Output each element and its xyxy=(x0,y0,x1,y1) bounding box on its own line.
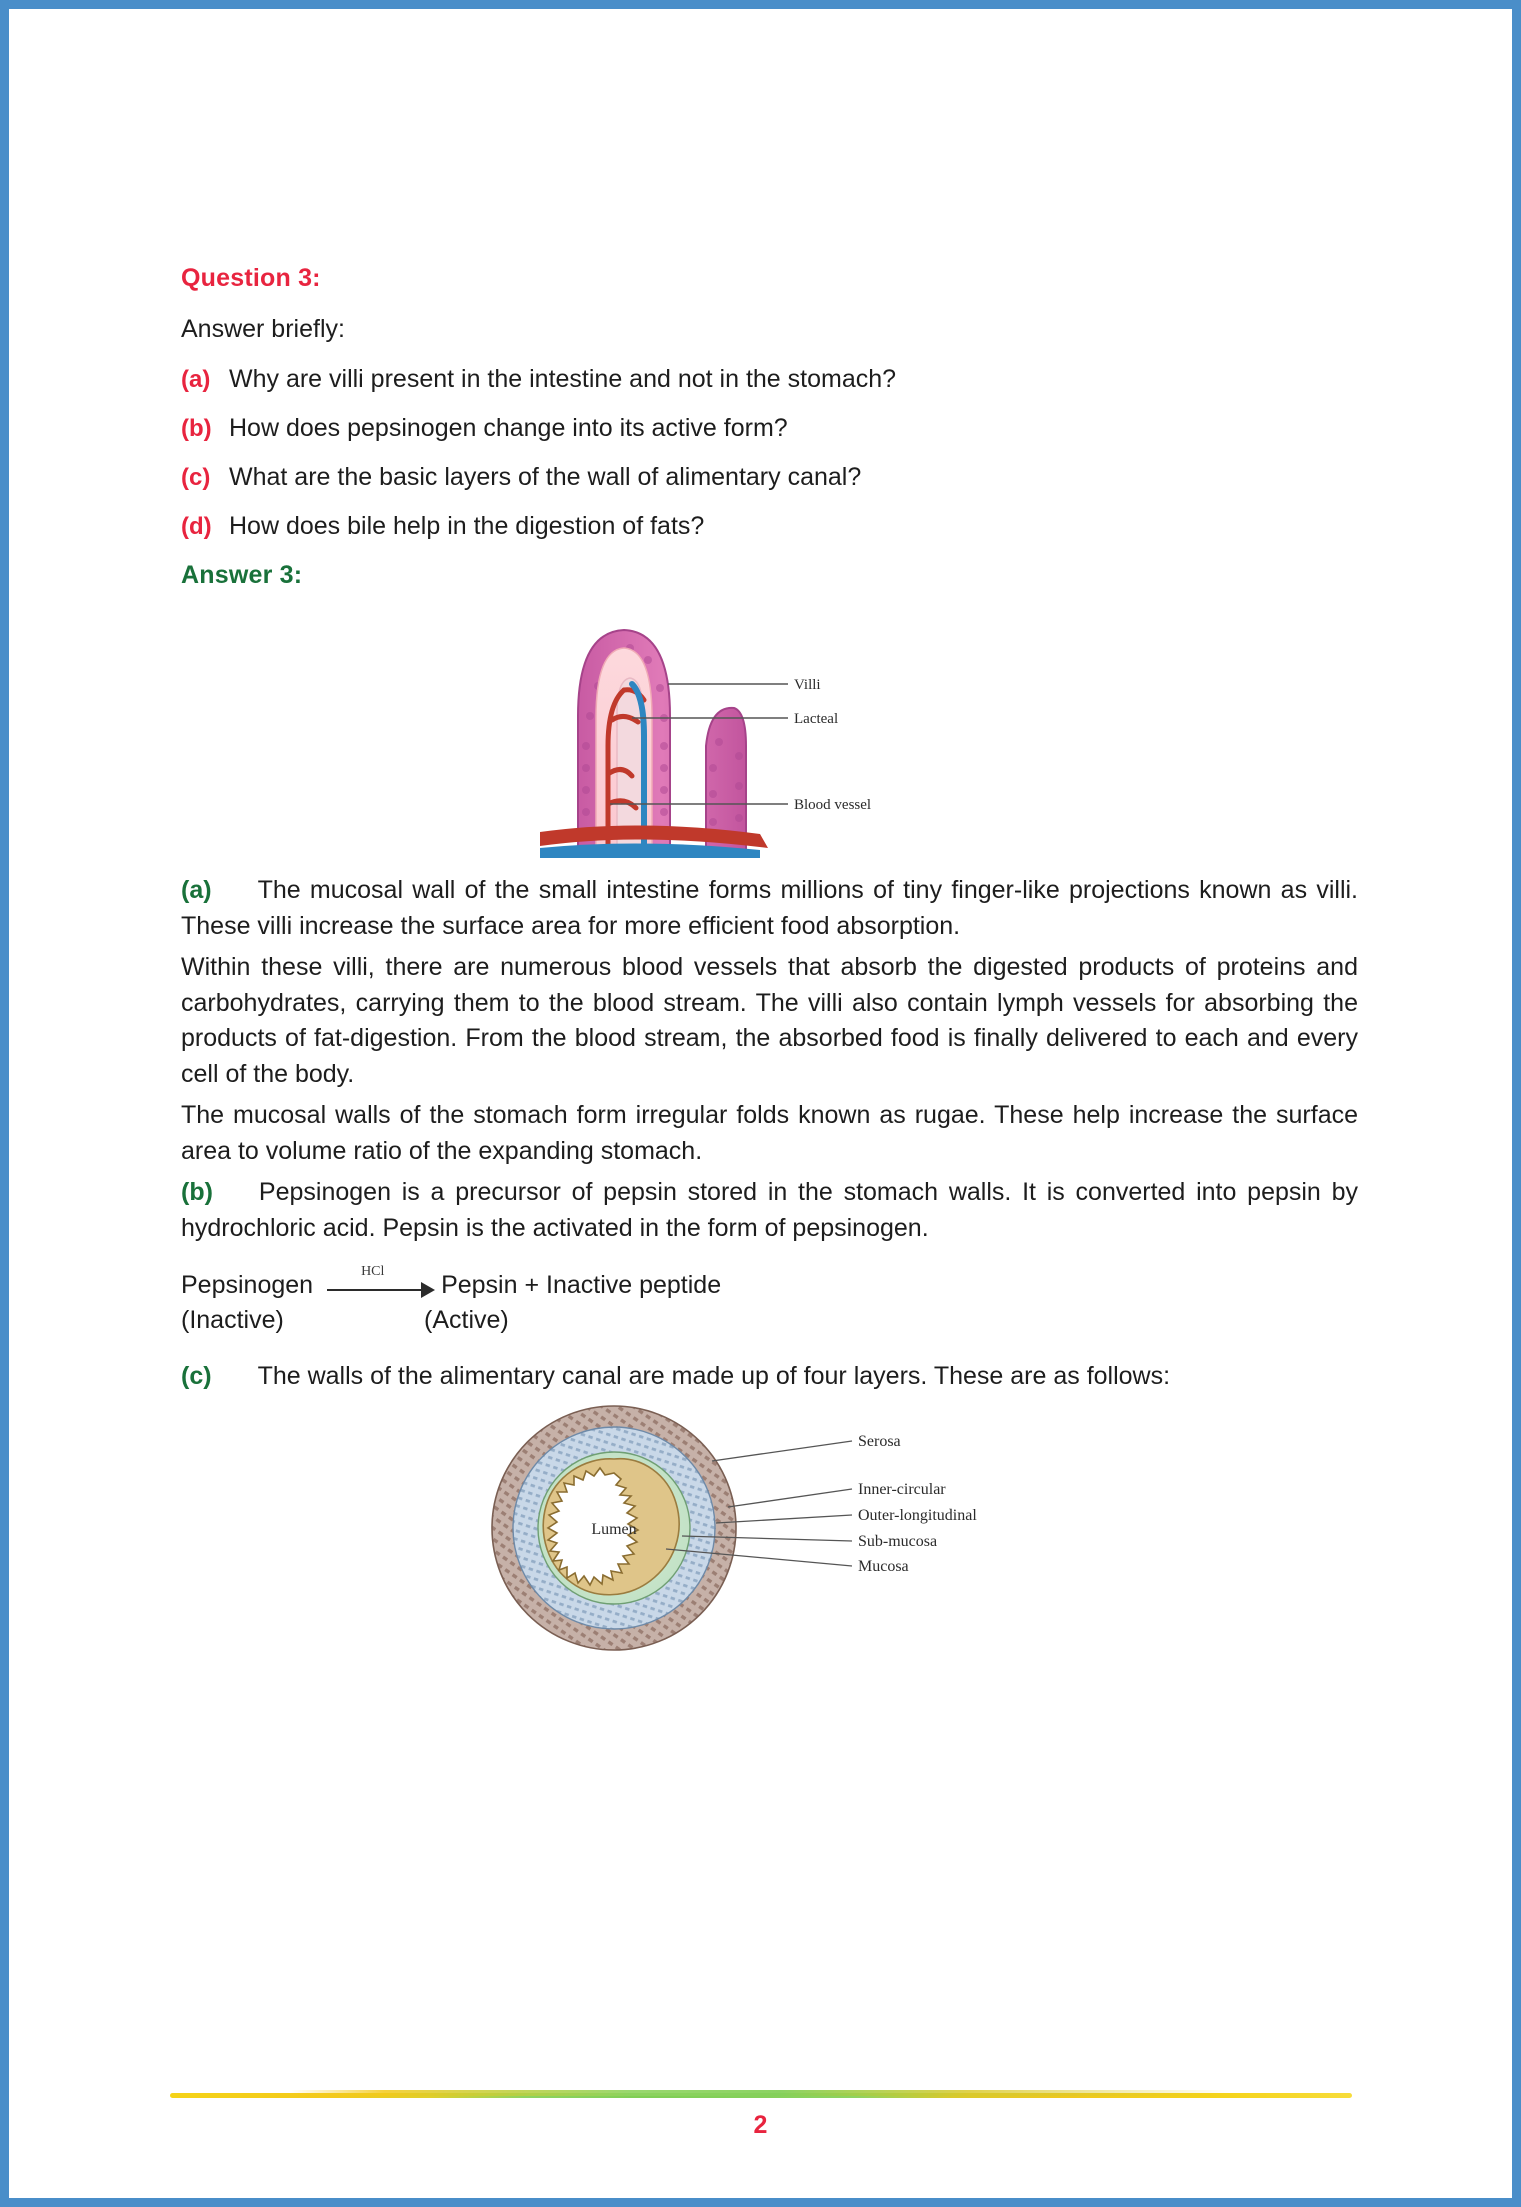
answer-a-text-1: The mucosal wall of the small intestine forms millions of tiny finger-like projections known as villi. These villi increase the surface area for more efficient food absorption. xyxy=(181,876,1358,940)
question-item-d xyxy=(181,512,1358,541)
reaction-row-states xyxy=(181,1303,1358,1338)
villi-labels xyxy=(794,677,871,813)
alimentary-canal-diagram xyxy=(181,1403,1358,1658)
answer-c-text-1: The walls of the alimentary canal are made up of four layers. These are as follows: xyxy=(257,1362,1171,1390)
question-item-a xyxy=(181,365,1358,394)
reaction-product-state: (Active) xyxy=(424,1305,509,1334)
label-serosa: Serosa xyxy=(857,1432,901,1450)
question-text-b: How does pepsinogen change into its active form? xyxy=(229,414,788,442)
label-lacteal: Lacteal xyxy=(793,711,838,727)
arrow-line xyxy=(327,1289,423,1291)
label-sub-mucosa: Sub-mucosa xyxy=(857,1532,937,1550)
footer-divider xyxy=(170,2089,1352,2101)
answer-a-paragraph-2: Within these villi, there are numerous blood vessels that absorb the digested products of proteins and carbohydrates, carrying them to the blood stream. The villi also contain lymph vessels for absorbing the products of fat-digestion. From the blood stream, the absorbed food is finally delivered to each and every cell of the body. xyxy=(181,953,1358,1088)
question-marker-d: (d) xyxy=(181,513,212,540)
label-villi: Villi xyxy=(793,677,821,693)
label-blood-vessel: Blood vessel xyxy=(793,797,871,813)
question-heading: Question 3: xyxy=(181,264,321,292)
question-marker-a: (a) xyxy=(181,366,211,393)
question-marker-b: (b) xyxy=(181,415,212,442)
villi-diagram xyxy=(181,596,1358,863)
question-text-d: How does bile help in the digestion of fats? xyxy=(229,512,705,540)
label-inner-circular: Inner-circular xyxy=(857,1480,946,1498)
answer-a-paragraph-3: The mucosal walls of the stomach form irregular folds known as rugae. These help increase the surface area to volume ratio of the expanding stomach. xyxy=(181,1101,1358,1165)
reaction-reactant: Pepsinogen xyxy=(181,1271,314,1299)
reaction-reactant-state: (Inactive) xyxy=(181,1305,284,1334)
reaction-row-main xyxy=(181,1264,1358,1303)
question-item-b xyxy=(181,414,1358,443)
alimentary-canal-svg xyxy=(490,1403,1050,1653)
answer-marker-c: (c) xyxy=(181,1362,212,1390)
question-text-a: Why are villi present in the intestine and not in the stomach? xyxy=(229,365,897,393)
answer-heading: Answer 3: xyxy=(181,561,303,589)
page-footer xyxy=(9,2089,1512,2140)
answer-a-paragraph-1 xyxy=(181,873,1358,944)
answer-marker-a: (a) xyxy=(181,876,212,904)
villi-diagram-svg xyxy=(520,596,1020,858)
question-text-c: What are the basic layers of the wall of alimentary canal? xyxy=(229,463,862,491)
reaction-catalyst-label: HCl xyxy=(361,1264,385,1280)
label-lumen: Lumen xyxy=(590,1520,637,1538)
canal-labels xyxy=(858,1433,977,1575)
answer-marker-b: (b) xyxy=(181,1178,213,1206)
reaction-arrow xyxy=(327,1264,437,1302)
question-lead: Answer briefly: xyxy=(181,315,345,343)
answer-b-text-1: Pepsinogen is a precursor of pepsin stored in the stomach walls. It is converted into pepsin by hydrochloric acid. Pepsin is the activated in the form of pepsinogen. xyxy=(181,1178,1358,1242)
page-content xyxy=(181,264,1358,1668)
page-number: 2 xyxy=(753,2111,768,2139)
answer-c-paragraph-1 xyxy=(181,1359,1358,1395)
pepsinogen-reaction xyxy=(181,1264,1358,1337)
label-mucosa: Mucosa xyxy=(857,1557,909,1575)
answer-b-paragraph-1 xyxy=(181,1175,1358,1246)
footer-gradient-band-overlay xyxy=(290,2090,1232,2096)
reaction-products: Pepsin + Inactive peptide xyxy=(441,1271,722,1299)
label-outer-longitudinal: Outer-longitudinal xyxy=(857,1506,977,1524)
question-item-c xyxy=(181,463,1358,492)
question-marker-c: (c) xyxy=(181,464,211,491)
arrow-head-icon xyxy=(421,1282,435,1298)
